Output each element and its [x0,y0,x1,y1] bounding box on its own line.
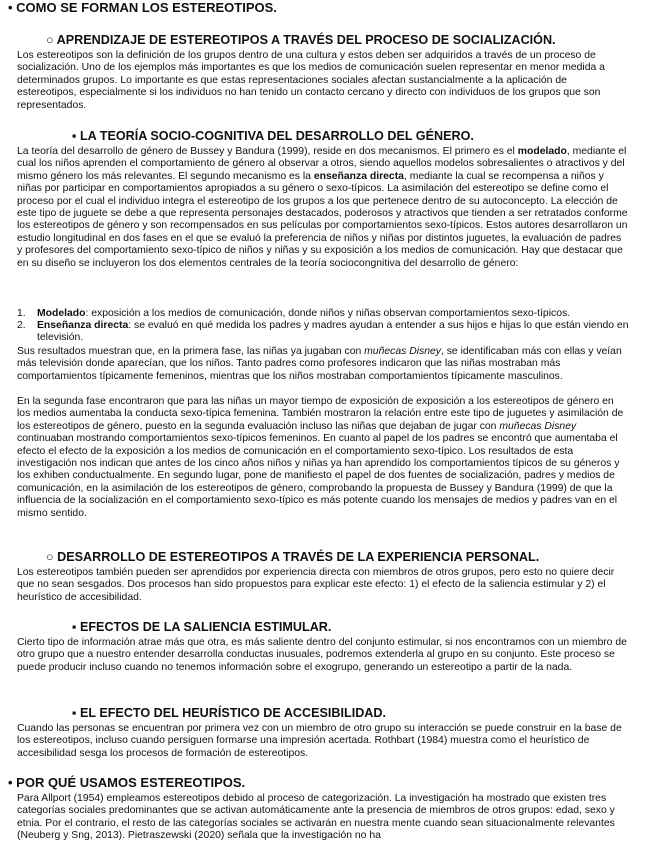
paragraph-teoria-desarrollo [17,146,629,270]
paragraph-saliencia-estimular: Cierto tipo de información atrae más que otra, es más saliente dentro del conjunto estimular, si nos encontramos con un miembro de otro grupo que a nuestro entender desarrolla conductas inusuales, podremos extenderla al grupo en su conjunto. Este proceso se puede producir incluso cuando no tenemos información sobre el exogrupo, generando un estereotipo a partir de la nada. [17,637,627,673]
text-segment: , mediante el cual los niños aprenden el comportamiento de género al observar a otros, siendo aquellos modelos sobresalientes o atractivos y del mismo género los más relevantes. El segundo mecanismo es la [17,146,627,182]
heading-saliencia-estimular: ▪ EFECTOS DE LA SALIENCIA ESTIMULAR. [72,620,332,634]
heading-como-se-forman: • COMO SE FORMAN LOS ESTEREOTIPOS. [8,0,277,15]
paragraph-resultados-fase1 [17,346,629,383]
list-number: 2. [17,320,26,331]
italic-term-munecas-disney: muñecas Disney [364,346,441,357]
text-segment: , mediante la cual se recompensa a niños y niñas por participar en comportamientos apropiados a su género o sexo-típicos. La asimilación del estereotipo se define como el proceso por el cual el individuo integra el estereotipo de los grupos a los que pertenece dentro de su autoconcepto. La elección de este tipo de juguete se debe a que representa personajes destacados, poderosos y atractivos que tienden a ser retratados conforme los estereotipos de género y son recompensados en sus películas por comportamientos sexo-típicos. Estos autores desarrollaron un estudio longitudinal en dos fases en el que se evaluó la preferencia de niños y niñas por distintos juguetes, la evaluación de padres y profesores del comportamiento sexo-típico de niños y niñas y su exposición a los medios de comunicación. Hay que destacar que en su diseño se incluyeron los dos elementos centrales de la teoría sociocongnitiva del desarrollo de género: [17,170,628,269]
list-text [17,320,629,345]
heading-teoria-socio-cognitiva: ▪ LA TEORÍA SOCIO-COGNITIVA DEL DESARROLLO DEL GÉNERO. [72,129,474,143]
bold-term-modelado: modelado [517,146,567,157]
text-segment: , se identificaban más con ellas y veían más televisión donde aparecían, que los niños. Tanto padres como profesores indicaron que las niñas mostraban más comportamientos típicamente femeninos, mientras que los niños mostraban comportamientos típicamente masculinos. [17,346,622,382]
text-segment: Sus resultados muestran que, en la primera fase, las niñas ya jugaban con [17,346,365,357]
paragraph-por-que-usamos: Para Allport (1954) empleamos estereotipos debido al proceso de categorización. La investigación ha mostrado que existen tres categorías sociales predominantes que se activan automáticamente ante la presencia de miembros de otros grupos: edad, sexo y etnia. Por el contrario, el resto de las categorías sociales se activarán en nuestra mente cuando sean situacionalmente relevantes (Neuberg y Sng, 2013). Pietraszewski (2020) señala que la investigación no ha [17,793,615,842]
list-description: : se evaluó en qué medida los padres y madres ayudan a entender a sus hijos e hijas lo que están viendo en televisión. [37,320,629,344]
paragraph-experiencia-personal: Los estereotipos también pueden ser aprendidos por experiencia directa con miembros de otros grupos, pero esto no quiere decir que no sean sesgados. Dos procesos han sido propuestos para explicar este efecto: 1) el efecto de la saliencia estimular y 2) el heurístico de accesibilidad. [17,567,615,603]
heading-aprendizaje-socializacion: ○ APRENDIZAJE DE ESTEREOTIPOS A TRAVÉS DEL PROCESO DE SOCIALIZACIÓN. [46,33,556,47]
list-description: : exposición a los medios de comunicación, donde niños y niñas observan comportamientos sexo-típicos. [85,308,571,319]
text-segment: La teoría del desarrollo de género de Bussey y Bandura (1999), reside en dos mecanismos. El primero es el [17,146,518,157]
list-item [17,320,629,345]
heading-por-que-usamos: • POR QUÉ USAMOS ESTEREOTIPOS. [8,775,246,790]
text-segment: continuaban mostrando comportamientos sexo-típicos femeninos. En cuanto al papel de los padres se encontró que aumentaba el efecto el efecto de la exposición a los medios de comunicación en el comportamiento sexo-típico. Los resultados de esta investigación nos indican que antes de los cinco años niños y niñas ya han aprendido los comportamientos típicos de su géneros y los exhiben conductualmente. En segundo lugar, pone de manifiesto el papel de dos fuentes de socialización, padres y medios de comunicación, en la asimilación de los estereotipos de género, comprobando la propuesta de Bussey y Bandura (1999) de que la influencia de la socialización en el comportamiento sexo-típico es más potente cuando los mensajes de medios y padres van en el mismo sentido. [17,433,620,519]
heading-experiencia-personal: ○ DESARROLLO DE ESTEREOTIPOS A TRAVÉS DE LA EXPERIENCIA PERSONAL. [46,550,540,564]
list-number: 1. [17,308,26,319]
bold-term-ensenanza-directa: enseñanza directa [313,170,404,182]
paragraph-heuristico-accesibilidad: Cuando las personas se encuentran por primera vez con un miembro de otro grupo su interacción se puede construir en la base de los estereotipos, incluso cuando persiguen formarse una impresión acertada. Rothbart (1984) muestra como el heurístico de accesibilidad sesga los procesos de formación de estereotipos. [17,723,622,759]
text-segment: En la segunda fase encontraron que para las niñas un mayor tiempo de exposición de exposición a los estereotipos de género en los medios aumentaba la conducta sexo-típica femenina. También mostraron la relación entre este tipo de juguetes y asimilación de los estereotipos de género, puesto en la segunda evaluación incluso las niñas que dejaban de jugar con [17,396,624,432]
paragraph-resultados-fase2 [17,396,629,520]
heading-heuristico-accesibilidad: ▪ EL EFECTO DEL HEURÍSTICO DE ACCESIBILIDAD. [72,706,386,720]
list-item [17,308,629,320]
list-term: Enseñanza directa [37,320,129,331]
list-text [17,308,629,320]
italic-term-munecas-disney: muñecas Disney [499,420,577,432]
list-term: Modelado [37,308,86,319]
paragraph-aprendizaje: Los estereotipos son la definición de los grupos dentro de una cultura y estos deben ser adquiridos a través de un proceso de socialización. Uno de los ejemplos más importantes es que los medios de comunicación suelen representar en menor medida a determinados grupos. Lo importante es que estas representaciones sociales afectan sustancialmente a la aplicación de estereotipos, especialmente si los individuos no han tenido un contacto cercano y directo con individuos de los grupos que son representados. [17,50,605,111]
